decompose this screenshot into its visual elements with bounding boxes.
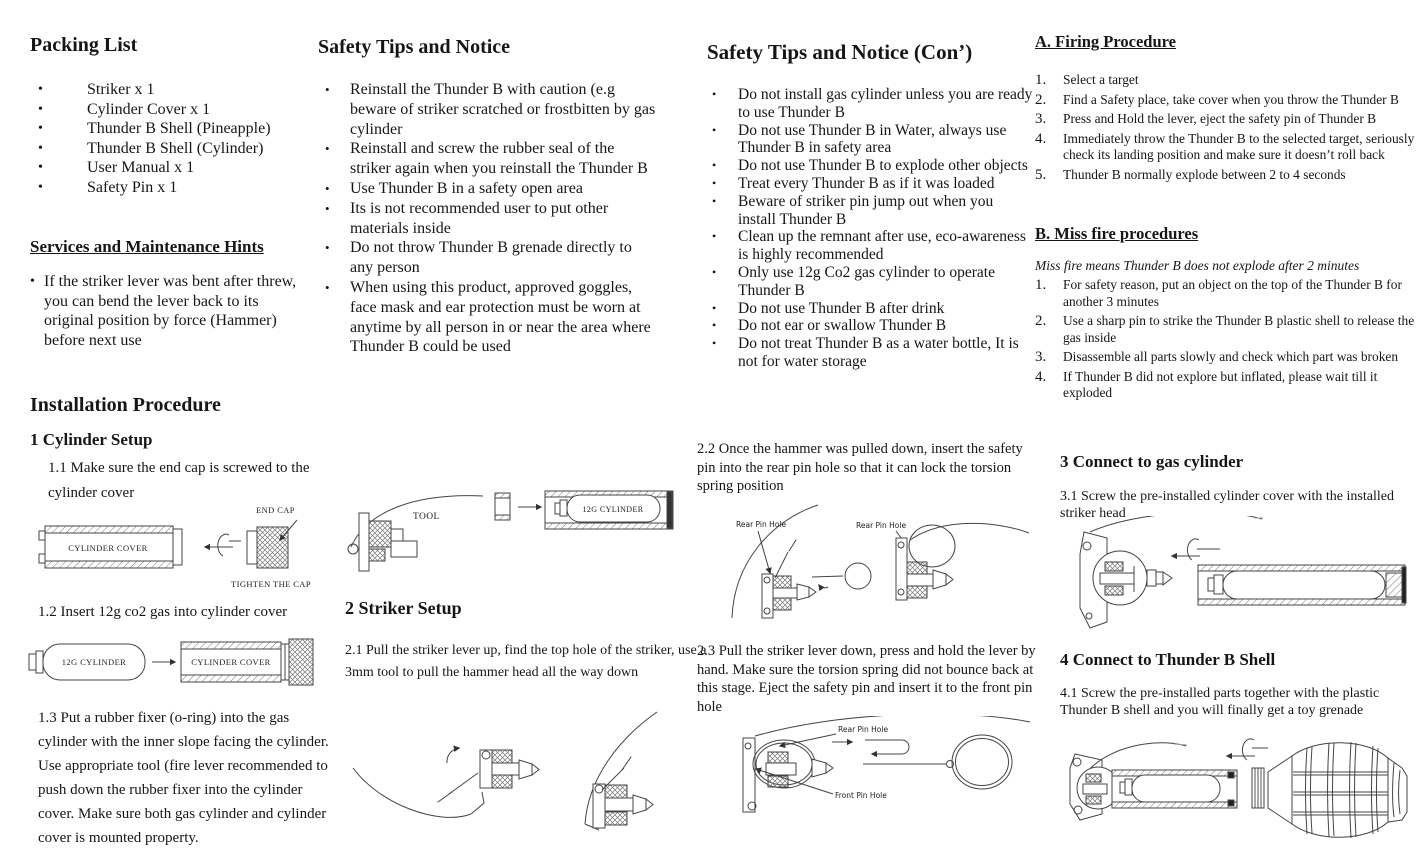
step-1-3: 1.3 Put a rubber fixer (o-ring) into the gas cylinder with the inner slope facing the cylinder. Use appropriate tool (fire lever recommended to push down the rubber fixer into the cylinder cover. Make sure both gas cylinder and cylinder cover is mounted property.	[38, 710, 329, 846]
cover-with-gas-drawing	[545, 491, 673, 529]
missfire-list	[1035, 277, 1421, 405]
packing-list-title: Packing List	[30, 34, 138, 56]
safety-tips-con-title: Safety Tips and Notice (Con’)	[707, 40, 973, 64]
list-item: • Thunder B Shell (Pineapple)	[30, 119, 322, 139]
list-item: Select a target	[1063, 72, 1139, 87]
list-item: • Use Thunder B in a safety open area	[318, 179, 658, 199]
screwdriver-icon	[449, 773, 478, 794]
list-item: Thunder B normally explode between 2 to 4 seconds	[1063, 166, 1346, 182]
striker-rear-pin-right-drawing	[856, 521, 1029, 600]
installation-title: Installation Procedure	[30, 394, 221, 416]
gas-cylinder-label: 12G CYLINDER	[61, 657, 127, 667]
list-item: • Do not use Thunder B after drink	[707, 300, 1033, 318]
list-item: • Reinstall and screw the rubber seal of the striker again when you reinstall the Thunder B	[318, 139, 658, 179]
insert-gas-diagram	[25, 632, 317, 694]
gas-cylinder-label: 12G CYLINDER	[582, 505, 644, 514]
end-cap-label: END CAP	[256, 505, 295, 515]
list-item: If Thunder B did not explore but inflated, please wait till it exploded	[1063, 368, 1378, 400]
gas-cylinder-drawing	[29, 644, 145, 680]
pin-insertion-arrows	[832, 740, 909, 754]
safety-tips-title: Safety Tips and Notice	[318, 36, 511, 58]
safety-pin-drawing	[812, 563, 871, 589]
striker-lever-down-drawing	[585, 712, 657, 830]
front-pin-hole-label: Front Pin Hole	[835, 791, 887, 800]
step-2-3: 2.3 Pull the striker lever down, press and hold the lever by hand. Make sure the torsion spring did not bounce back at this stage. Eject the safety pin and insert it to the front pin hole	[697, 643, 1036, 715]
safety-pin-ring-drawing	[863, 735, 1012, 789]
list-item: • Do not use Thunder B in Water, always use Thunder B in safety area	[707, 122, 1033, 158]
end-cap-drawing	[231, 505, 311, 589]
rear-pin-hole-label: Rear Pin Hole	[856, 521, 907, 530]
list-item: Press and Hold the lever, eject the safety pin of Thunder B	[1063, 111, 1377, 126]
front-pin-diagram	[700, 716, 1030, 864]
firing-procedure-list	[1035, 72, 1421, 186]
safety-tips-con-list	[707, 86, 1033, 371]
list-item: • Do not ear or swallow Thunder B	[707, 317, 1033, 335]
list-item: • Treat every Thunder B as if it was loaded	[707, 175, 1033, 193]
step-2-1: 2.1 Pull the striker lever up, find the top hole of the striker, use a 3mm tool to pull the hammer head all the way down	[345, 643, 707, 680]
step-1-2: 1.2 Insert 12g co2 gas into cylinder cover	[38, 604, 288, 620]
list-item: • If the striker lever was bent after threw, you can bend the lever back to its original position by force (Hammer) before next use	[30, 272, 302, 350]
list-item: Disassemble all parts slowly and check which part was broken	[1063, 349, 1399, 364]
screwdriver-icon	[775, 552, 788, 578]
list-item: • Clean up the remnant after use, eco-awareness is highly recommended	[707, 228, 1033, 264]
rotate-arrow-icon	[1172, 539, 1220, 560]
services-list	[30, 272, 302, 350]
connect-gas-diagram	[1050, 516, 1421, 644]
rear-pin-hole-label: Rear Pin Hole	[838, 725, 889, 734]
list-item: Immediately throw the Thunder B to the selected target, seriously check its landing position and make sure it doesn’t roll back	[1063, 130, 1415, 162]
connect-shell-diagram	[1050, 716, 1421, 864]
rotate-arrow-icon	[1227, 739, 1268, 760]
rear-pin-diagram	[700, 500, 1030, 640]
cover-label: CYLINDER COVER	[191, 657, 271, 667]
step-2-2: 2.2 Once the hammer was pulled down, insert the safety pin into the rear pin hole so that it can lock the torsion spring position	[697, 441, 1023, 494]
list-item: • Cylinder Cover x 1	[30, 100, 322, 120]
list-item: For safety reason, put an object on the top of the Thunder B for another 3 minutes	[1063, 277, 1402, 309]
striker-setup-diagram	[345, 700, 667, 864]
cylinder-cover-drawing	[39, 526, 182, 568]
step-1-1: 1.1 Make sure the end cap is screwed to the cylinder cover	[48, 460, 310, 501]
rotate-arrow-icon	[205, 534, 241, 556]
striker-setup-title: 2 Striker Setup	[345, 598, 462, 618]
list-item: • Beware of striker pin jump out when you install Thunder B	[707, 193, 1033, 229]
packing-list	[30, 80, 322, 197]
list-item: • Do not use Thunder B to explode other objects	[707, 157, 1033, 175]
striker-lever-up-drawing	[353, 748, 539, 817]
striker-head-drawing	[348, 496, 483, 571]
grenade-shell-drawing	[1252, 742, 1407, 838]
list-item: • When using this product, approved goggles, face mask and ear protection must be worn at anytime by all person in or near the area where Thunder B could be used	[318, 278, 658, 357]
missfire-note: Miss fire means Thunder B does not explode after 2 minutes	[1035, 258, 1360, 273]
list-item: • Thunder B Shell (Cylinder)	[30, 139, 322, 159]
cylinder-cover-drawing	[181, 639, 313, 685]
assembled-striker-drawing	[1070, 743, 1237, 820]
connect-gas-title: 3 Connect to gas cylinder	[1060, 452, 1244, 471]
rear-pin-hole-label: Rear Pin Hole	[736, 520, 787, 529]
list-item: • Do not treat Thunder B as a water bottle, It is not for water storage	[707, 335, 1033, 371]
list-item: • Do not throw Thunder B grenade directly to any person	[318, 238, 658, 278]
cover-with-gas-drawing	[1198, 565, 1406, 605]
list-item: • Safety Pin x 1	[30, 178, 322, 198]
safety-tips-list	[318, 80, 658, 357]
firing-procedure-title: A. Firing Procedure	[1035, 32, 1176, 51]
connect-shell-title: 4 Connect to Thunder B Shell	[1060, 650, 1276, 669]
list-item: • Reinstall the Thunder B with caution (e.g beware of striker scratched or frostbitten by gas cylinder	[318, 80, 658, 139]
list-item: • Do not install gas cylinder unless you are ready to use Thunder B	[707, 86, 1033, 122]
list-item: • Its is not recommended user to put other materials inside	[318, 199, 658, 239]
tool-diagram	[345, 483, 680, 583]
step-3-1: 3.1 Screw the pre-installed cylinder cover with the installed striker head	[1060, 489, 1394, 521]
missfire-title: B. Miss fire procedures	[1035, 224, 1199, 243]
striker-rear-pin-left-drawing	[732, 505, 818, 618]
list-item: Find a Safety place, take cover when you throw the Thunder B	[1063, 91, 1399, 107]
return-arrow-icon	[865, 740, 909, 754]
cover-label: CYLINDER COVER	[68, 543, 148, 553]
list-item: • Striker x 1	[30, 80, 322, 100]
cylinder-setup-title: 1 Cylinder Setup	[30, 430, 153, 449]
services-title: Services and Maintenance Hints	[30, 237, 264, 256]
end-cap-diagram	[35, 500, 320, 590]
list-item: • User Manual x 1	[30, 158, 322, 178]
step-4-1: 4.1 Screw the pre-installed parts together with the plastic Thunder B shell and you will finally get a toy grenade	[1060, 686, 1380, 718]
list-item: • Only use 12g Co2 gas cylinder to operate Thunder B	[707, 264, 1033, 300]
tighten-label: TIGHTEN THE CAP	[231, 579, 311, 589]
seal-part-drawing	[495, 493, 510, 520]
tool-label: TOOL	[413, 512, 440, 522]
list-item: Use a sharp pin to strike the Thunder B plastic shell to release the gas inside	[1063, 313, 1415, 345]
